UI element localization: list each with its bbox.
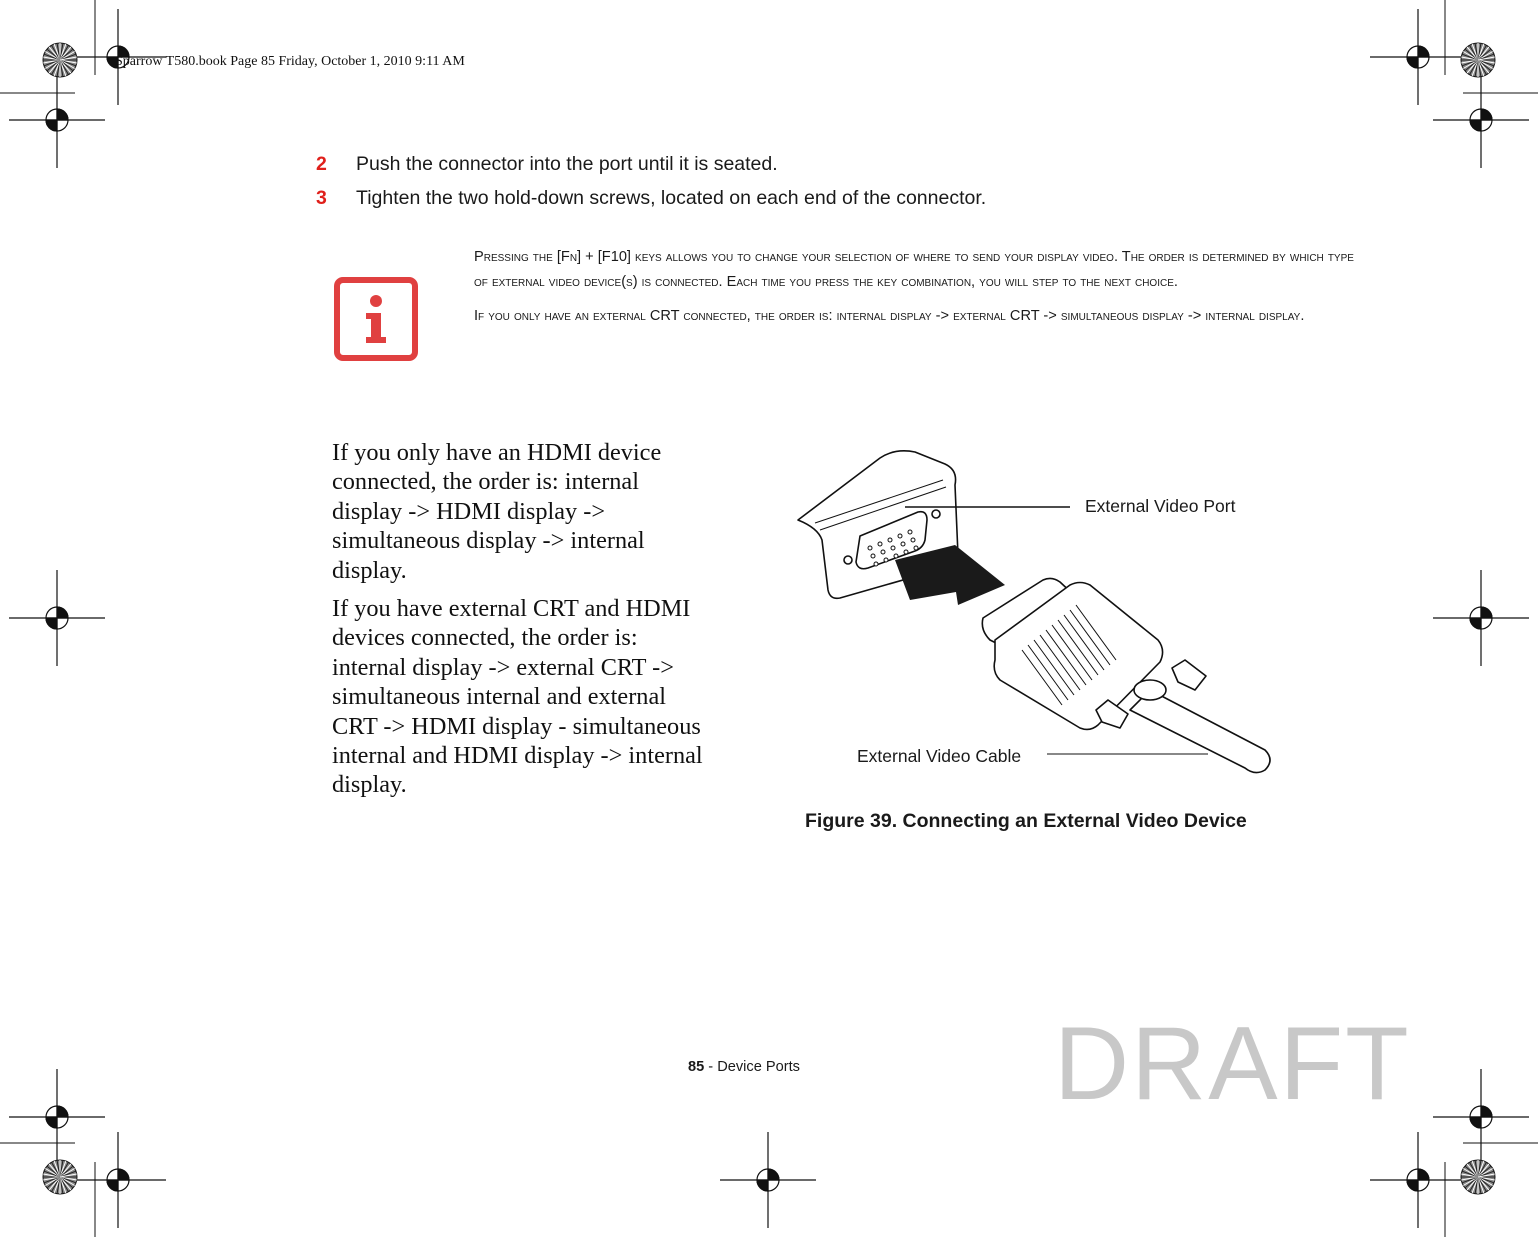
starburst-mark — [43, 1160, 77, 1194]
draft-watermark: DRAFT — [1054, 1006, 1411, 1122]
port-pin — [868, 546, 872, 550]
registration-mark — [1370, 1132, 1466, 1228]
step-3 — [316, 187, 986, 210]
page-number: 85 — [688, 1059, 705, 1075]
note-paragraph-1: Pressing the [Fn] + [F10] keys allows you to change your selection of where to send your display video. The order is determined by which type of external video device(s) is connected. Each time you press the key combination, you will step to the next choice. — [474, 249, 1354, 290]
page-footer — [688, 1059, 800, 1075]
starburst-mark — [1461, 1160, 1495, 1194]
figure-caption: Figure 39. Connecting an External Video Device — [805, 810, 1247, 832]
screw-right — [1172, 660, 1206, 690]
registration-mark — [1433, 1069, 1529, 1165]
note-box — [474, 245, 1354, 329]
port-pin — [911, 538, 915, 542]
body-paragraph-1: If you only have an HDMI device connected, the order is: internal display -> HDMI display -> simultaneous display -> internal display. — [332, 439, 662, 584]
registration-mark — [9, 1069, 105, 1165]
registration-mark — [70, 1132, 166, 1228]
port-pin — [871, 554, 875, 558]
starburst-mark — [43, 43, 77, 77]
step-2 — [316, 153, 778, 176]
step-number: 2 — [316, 153, 327, 175]
port-pin — [914, 546, 918, 550]
port-pin — [884, 558, 888, 562]
section-name: - Device Ports — [704, 1059, 800, 1075]
registration-mark — [1433, 72, 1529, 168]
port-pin — [898, 534, 902, 538]
registration-mark — [9, 72, 105, 168]
port-pin — [881, 550, 885, 554]
step-text: Push the connector into the port until it is seated. — [356, 153, 778, 175]
registration-mark — [1370, 9, 1466, 105]
registration-mark — [9, 570, 105, 666]
registration-mark — [1433, 570, 1529, 666]
port-pin — [894, 554, 898, 558]
port-pin — [904, 550, 908, 554]
body-text — [332, 438, 707, 800]
port-pin — [908, 530, 912, 534]
book-info-header: Sparrow T580.book Page 85 Friday, October 1, 2010 9:11 AM — [115, 54, 465, 69]
step-number: 3 — [316, 187, 327, 209]
label-external-video-port: External Video Port — [1085, 496, 1236, 516]
port-pin — [901, 542, 905, 546]
body-paragraph-2: If you have external CRT and HDMI devices connected, the order is: internal display -> external CRT -> simultaneous internal and external CRT -> HDMI display - simultaneous internal and HDMI display -> internal display. — [332, 595, 703, 799]
port-pin — [891, 546, 895, 550]
note-paragraph-2: If you only have an external CRT connected, the order is: internal display -> external CRT -> simultaneous display -> internal display. — [474, 308, 1305, 324]
port-pin — [878, 542, 882, 546]
registration-mark — [720, 1132, 816, 1228]
port-pin — [888, 538, 892, 542]
label-external-video-cable: External Video Cable — [857, 746, 1022, 766]
port-pin — [874, 562, 878, 566]
starburst-mark — [1461, 43, 1495, 77]
cable — [1130, 690, 1270, 773]
info-icon — [334, 277, 418, 361]
step-text: Tighten the two hold-down screws, located on each end of the connector. — [356, 187, 987, 209]
